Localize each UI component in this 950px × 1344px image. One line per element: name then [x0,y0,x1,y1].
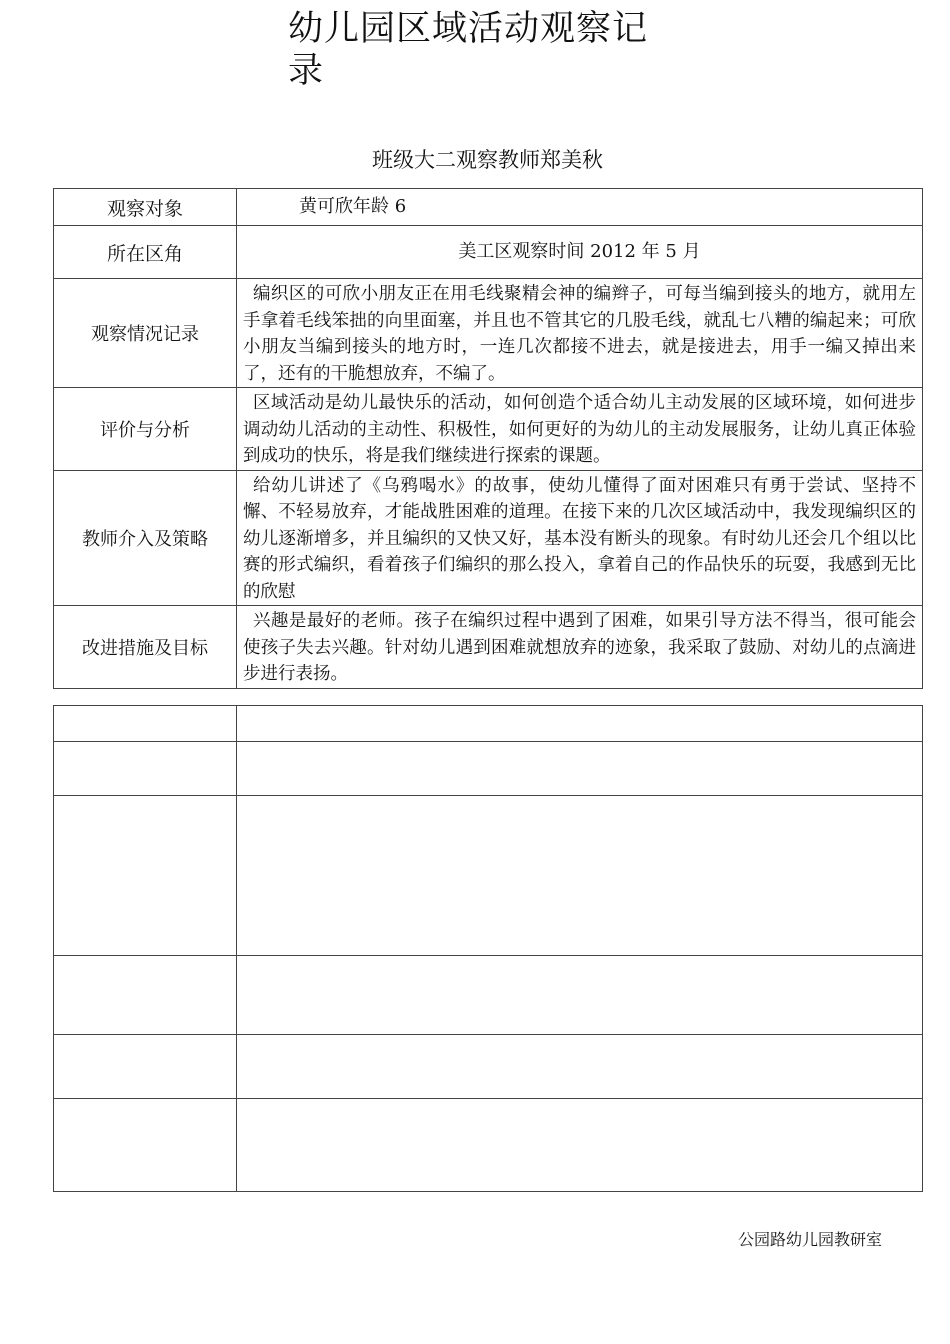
table-row [54,606,923,689]
table-row [54,1099,923,1192]
blank-cell [54,796,237,956]
row-label-evaluation: 评价与分析 [54,388,237,471]
table-row [54,226,923,279]
table-row [54,956,923,1035]
row-value-area: 美工区观察时间 2012 年 5 月 [237,226,923,279]
table-row [54,742,923,796]
blank-cell [54,1035,237,1099]
table-row [54,1035,923,1099]
table-row [54,279,923,388]
row-label-improvement: 改进措施及目标 [54,606,237,689]
row-label-intervention: 教师介入及策略 [54,470,237,606]
blank-cell [237,796,923,956]
footer-organization: 公园路幼儿园教研室 [738,1230,883,1249]
blank-cell [54,742,237,796]
row-value-subject: 黄可欣年龄 6 [237,189,923,226]
row-value-intervention: 给幼儿讲述了《乌鸦喝水》的故事，使幼儿懂得了面对困难只有勇于尝试、坚持不懈、不轻易放弃，才能战胜困难的道理。在接下来的几次区域活动中，我发现编织区的幼儿逐渐增多，并且编织的又快又好，基本没有断头的现象。有时幼儿还会几个组以比赛的形式编织，看着孩子们编织的那么投入，拿着自己的作品快乐的玩耍，我感到无比的欣慰 [237,470,923,606]
blank-cell [237,1099,923,1192]
blank-cell [237,742,923,796]
table-row [54,470,923,606]
blank-cell [54,706,237,742]
row-value-evaluation: 区域活动是幼儿最快乐的活动，如何创造个适合幼儿主动发展的区域环境，如何进步调动幼儿活动的主动性、积极性，如何更好的为幼儿的主动发展服务，让幼儿真正体验到成功的快乐，将是我们继续进行探索的课题。 [237,388,923,471]
table-row [54,796,923,956]
row-label-area: 所在区角 [54,226,237,279]
row-label-observation: 观察情况记录 [54,279,237,388]
blank-cell [54,1099,237,1192]
class-teacher-info: 班级大二观察教师郑美秋 [372,148,603,172]
blank-cell [54,956,237,1035]
row-label-subject: 观察对象 [54,189,237,226]
blank-cell [237,1035,923,1099]
blank-cell [237,706,923,742]
observation-record-table [53,188,923,689]
table-row [54,706,923,742]
table-row [54,189,923,226]
blank-record-table [53,705,923,1192]
row-value-observation: 编织区的可欣小朋友正在用毛线聚精会神的编辫子，可每当编到接头的地方，就用左手拿着毛线笨拙的向里面塞，并且也不管其它的几股毛线，就乱七八糟的编起来；可欣小朋友当编到接头的地方时，一连几次都接不进去，就是接进去，用手一编又掉出来了，还有的干脆想放弃，不编了。 [237,279,923,388]
page-title: 幼儿园区域活动观察记录 [288,9,649,91]
row-value-improvement: 兴趣是最好的老师。孩子在编织过程中遇到了困难，如果引导方法不得当，很可能会使孩子失去兴趣。针对幼儿遇到困难就想放弃的迹象，我采取了鼓励、对幼儿的点滴进步进行表扬。 [237,606,923,689]
table-row [54,388,923,471]
blank-cell [237,956,923,1035]
